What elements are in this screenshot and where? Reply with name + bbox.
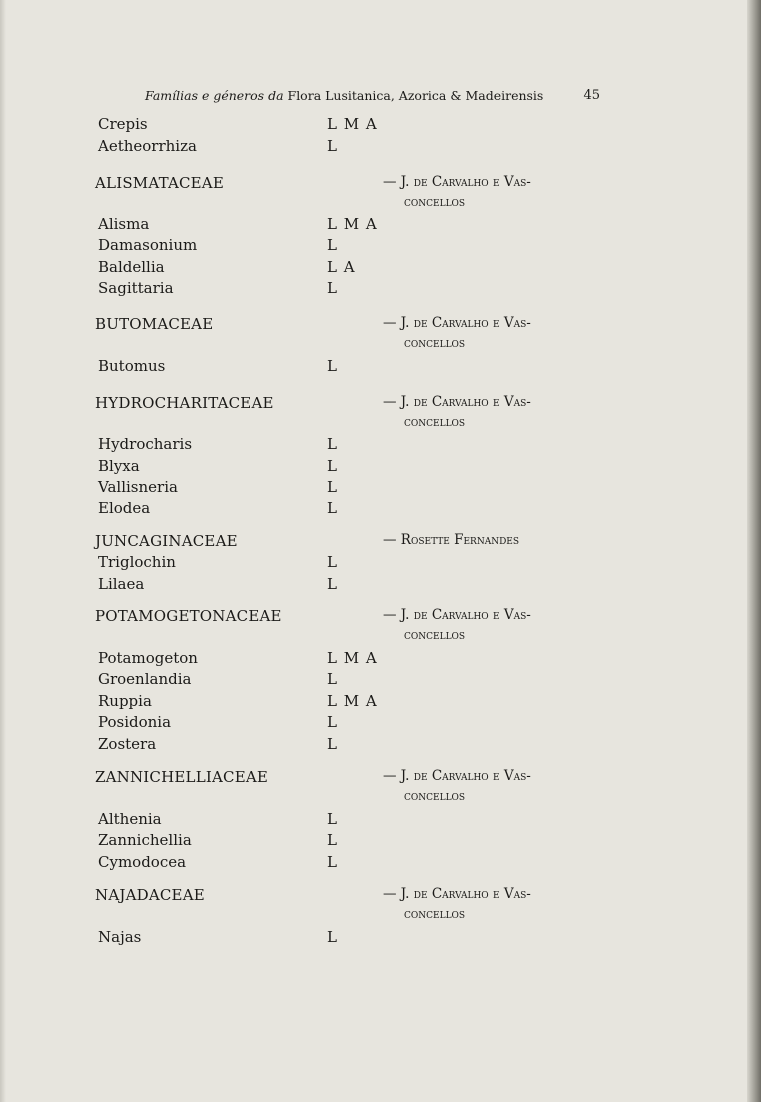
genus-name: Lilaea xyxy=(98,575,145,593)
distribution-code: L xyxy=(327,713,338,731)
genus-name: Butomus xyxy=(98,357,166,375)
family-name: HYDROCHARITACEAE xyxy=(95,394,274,412)
author-line-1: — Rosette Fernandes xyxy=(383,532,520,548)
genus-name: Althenia xyxy=(98,810,162,828)
family-author xyxy=(383,530,613,550)
genus-row xyxy=(0,277,761,299)
author-line-1: — J. de Carvalho e Vas- xyxy=(383,607,531,623)
genus-name: Zannichellia xyxy=(98,831,192,849)
family-row xyxy=(0,530,761,552)
genus-row xyxy=(0,551,761,573)
distribution-code: L xyxy=(327,735,338,753)
distribution-code: L xyxy=(327,810,338,828)
genus-row xyxy=(0,213,761,235)
distribution-code: L xyxy=(327,435,338,453)
distribution-code: L xyxy=(327,357,338,375)
distribution-code: L A xyxy=(327,258,356,276)
genus-row xyxy=(0,668,761,690)
genus-row xyxy=(0,113,761,135)
family-name: POTAMOGETONACEAE xyxy=(95,607,282,625)
genus-name: Cymodocea xyxy=(98,853,187,871)
distribution-code: L xyxy=(327,670,338,688)
genus-row xyxy=(0,573,761,595)
family-author xyxy=(383,605,613,645)
genus-name: Elodea xyxy=(98,499,151,517)
author-line-2: concellos xyxy=(404,788,466,803)
author-line-1: — J. de Carvalho e Vas- xyxy=(383,886,531,902)
genus-row xyxy=(0,829,761,851)
genus-name: Zostera xyxy=(98,735,157,753)
genus-name: Damasonium xyxy=(98,236,198,254)
genus-name: Posidonia xyxy=(98,713,172,731)
author-line-1: — J. de Carvalho e Vas- xyxy=(383,394,531,410)
genus-row xyxy=(0,690,761,712)
distribution-code: L xyxy=(327,553,338,571)
author-line-2: concellos xyxy=(404,906,466,921)
genus-name: Najas xyxy=(98,928,142,946)
page-number: 45 xyxy=(583,88,600,103)
genus-name: Potamogeton xyxy=(98,649,198,667)
distribution-code: L xyxy=(327,137,338,155)
genus-row xyxy=(0,433,761,455)
author-line-2: concellos xyxy=(404,414,466,429)
distribution-code: L xyxy=(327,236,338,254)
family-author xyxy=(383,766,613,806)
genus-name: Aetheorrhiza xyxy=(98,137,197,155)
distribution-code: L xyxy=(327,499,338,517)
family-name: NAJADACEAE xyxy=(95,886,205,904)
genus-row xyxy=(0,647,761,669)
family-row xyxy=(0,766,761,803)
distribution-code: L xyxy=(327,279,338,297)
distribution-code: L xyxy=(327,831,338,849)
genus-name: Hydrocharis xyxy=(98,435,193,453)
genus-name: Alisma xyxy=(98,215,150,233)
header-title-roman: Flora Lusitanica, Azorica & Madeirensis xyxy=(287,88,544,103)
family-name: ZANNICHELLIACEAE xyxy=(95,768,269,786)
genus-name: Groenlandia xyxy=(98,670,192,688)
family-row xyxy=(0,172,761,209)
distribution-code: L xyxy=(327,457,338,475)
genus-row xyxy=(0,497,761,519)
genus-row xyxy=(0,926,761,948)
author-line-1: — J. de Carvalho e Vas- xyxy=(383,315,531,331)
genus-row xyxy=(0,733,761,755)
family-row xyxy=(0,884,761,921)
family-row xyxy=(0,605,761,642)
genus-name: Crepis xyxy=(98,115,148,133)
genus-row xyxy=(0,234,761,256)
family-name: JUNCAGINACEAE xyxy=(95,532,238,550)
author-line-1: — J. de Carvalho e Vas- xyxy=(383,768,531,784)
genus-name: Vallisneria xyxy=(98,478,178,496)
distribution-code: L M A xyxy=(327,692,378,710)
family-row xyxy=(0,392,761,429)
genus-name: Baldellia xyxy=(98,258,165,276)
distribution-code: L M A xyxy=(327,649,378,667)
distribution-code: L xyxy=(327,575,338,593)
genus-row xyxy=(0,256,761,278)
genus-name: Sagittaria xyxy=(98,279,174,297)
running-header xyxy=(145,86,600,106)
header-title-italic: Famílias e géneros da xyxy=(145,88,284,103)
family-name: BUTOMACEAE xyxy=(95,315,214,333)
genus-row xyxy=(0,455,761,477)
distribution-code: L xyxy=(327,478,338,496)
family-author xyxy=(383,884,613,924)
genus-row xyxy=(0,476,761,498)
family-author xyxy=(383,313,613,353)
genus-name: Triglochin xyxy=(98,553,176,571)
distribution-code: L M A xyxy=(327,215,378,233)
genus-name: Blyxa xyxy=(98,457,140,475)
author-line-2: concellos xyxy=(404,194,466,209)
family-name: ALISMATACEAE xyxy=(95,174,224,192)
author-line-2: concellos xyxy=(404,627,466,642)
family-author xyxy=(383,172,613,212)
genus-row xyxy=(0,355,761,377)
distribution-code: L xyxy=(327,853,338,871)
distribution-code: L M A xyxy=(327,115,378,133)
genus-row xyxy=(0,711,761,733)
family-author xyxy=(383,392,613,432)
distribution-code: L xyxy=(327,928,338,946)
family-row xyxy=(0,313,761,350)
author-line-1: — J. de Carvalho e Vas- xyxy=(383,174,531,190)
genus-row xyxy=(0,135,761,157)
genus-name: Ruppia xyxy=(98,692,152,710)
genus-row xyxy=(0,851,761,873)
author-line-2: concellos xyxy=(404,335,466,350)
genus-row xyxy=(0,808,761,830)
